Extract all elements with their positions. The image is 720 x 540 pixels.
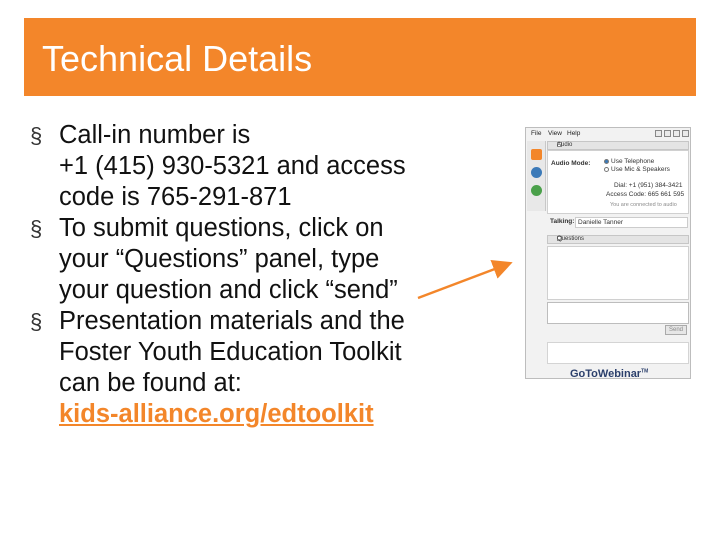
restore-icon[interactable] xyxy=(664,130,671,137)
bullet-line: code is 765-291-871 xyxy=(59,183,292,211)
section-mark-bullet-icon: § xyxy=(30,123,43,148)
telephone-radio[interactable] xyxy=(604,159,609,164)
panel-menubar xyxy=(526,128,690,140)
slide-title: Technical Details xyxy=(42,38,313,79)
bullet-line: can be found at: xyxy=(59,369,242,397)
bullet-line: To submit questions, click on xyxy=(59,214,384,242)
menu-file[interactable]: File xyxy=(531,130,542,137)
minimize-icon[interactable] xyxy=(655,130,662,137)
gotowebinar-logo xyxy=(570,368,648,380)
menu-help[interactable]: Help xyxy=(567,130,581,137)
section-mark-bullet-icon: § xyxy=(30,216,43,241)
bullet-item-questions xyxy=(30,213,490,306)
access-code: Access Code: 665 661 595 xyxy=(606,191,685,198)
logo-tm: TM xyxy=(641,368,649,375)
bullet-line: Presentation materials and the xyxy=(59,307,405,335)
bullet-line: Call-in number is xyxy=(59,121,251,149)
audio-section-header[interactable] xyxy=(547,141,689,150)
bullet-list xyxy=(30,120,490,430)
connected-status: You are connected to audio xyxy=(610,202,677,208)
bullet-line: +1 (415) 930-5321 and access xyxy=(59,152,406,180)
bullet-item-call-in xyxy=(30,120,490,213)
talking-field xyxy=(575,217,688,228)
audio-section-body xyxy=(547,150,689,214)
bullet-line: your question and click “send” xyxy=(59,276,398,304)
webcam-icon[interactable] xyxy=(531,185,542,196)
screen-icon[interactable] xyxy=(531,167,542,178)
panel-footer-strip xyxy=(547,342,689,364)
title-banner xyxy=(24,18,696,96)
bullet-item-materials xyxy=(30,306,490,430)
bullet-line: Foster Youth Education Toolkit xyxy=(59,338,402,366)
help-icon[interactable] xyxy=(673,130,680,137)
close-icon[interactable] xyxy=(682,130,689,137)
send-button[interactable]: Send xyxy=(665,325,687,335)
audio-mode-label: Audio Mode: xyxy=(551,160,591,167)
mic-radio[interactable] xyxy=(604,167,609,172)
mic-option-label: Use Mic & Speakers xyxy=(611,166,670,173)
talking-row xyxy=(547,216,689,230)
hand-raise-icon[interactable] xyxy=(531,149,542,160)
toolkit-link[interactable]: kids-alliance.org/edtoolkit xyxy=(59,400,374,428)
question-input[interactable] xyxy=(547,302,689,324)
dial-number: Dial: +1 (951) 384-3421 xyxy=(614,182,683,189)
telephone-option-label: Use Telephone xyxy=(611,158,655,165)
audio-header-label: Audio xyxy=(557,142,573,148)
questions-section-header[interactable] xyxy=(547,235,689,244)
questions-log xyxy=(547,246,689,300)
talking-label: Talking: xyxy=(550,218,575,225)
menu-view[interactable]: View xyxy=(548,130,562,137)
talking-value: Danielle Tanner xyxy=(578,219,624,226)
bullet-line: your “Questions” panel, type xyxy=(59,245,380,273)
gotowebinar-control-panel xyxy=(525,127,691,379)
logo-text: GoToWebinar xyxy=(570,368,642,380)
questions-header-label: Questions xyxy=(557,236,585,242)
panel-side-toolbar xyxy=(527,141,546,211)
section-mark-bullet-icon: § xyxy=(30,309,43,334)
